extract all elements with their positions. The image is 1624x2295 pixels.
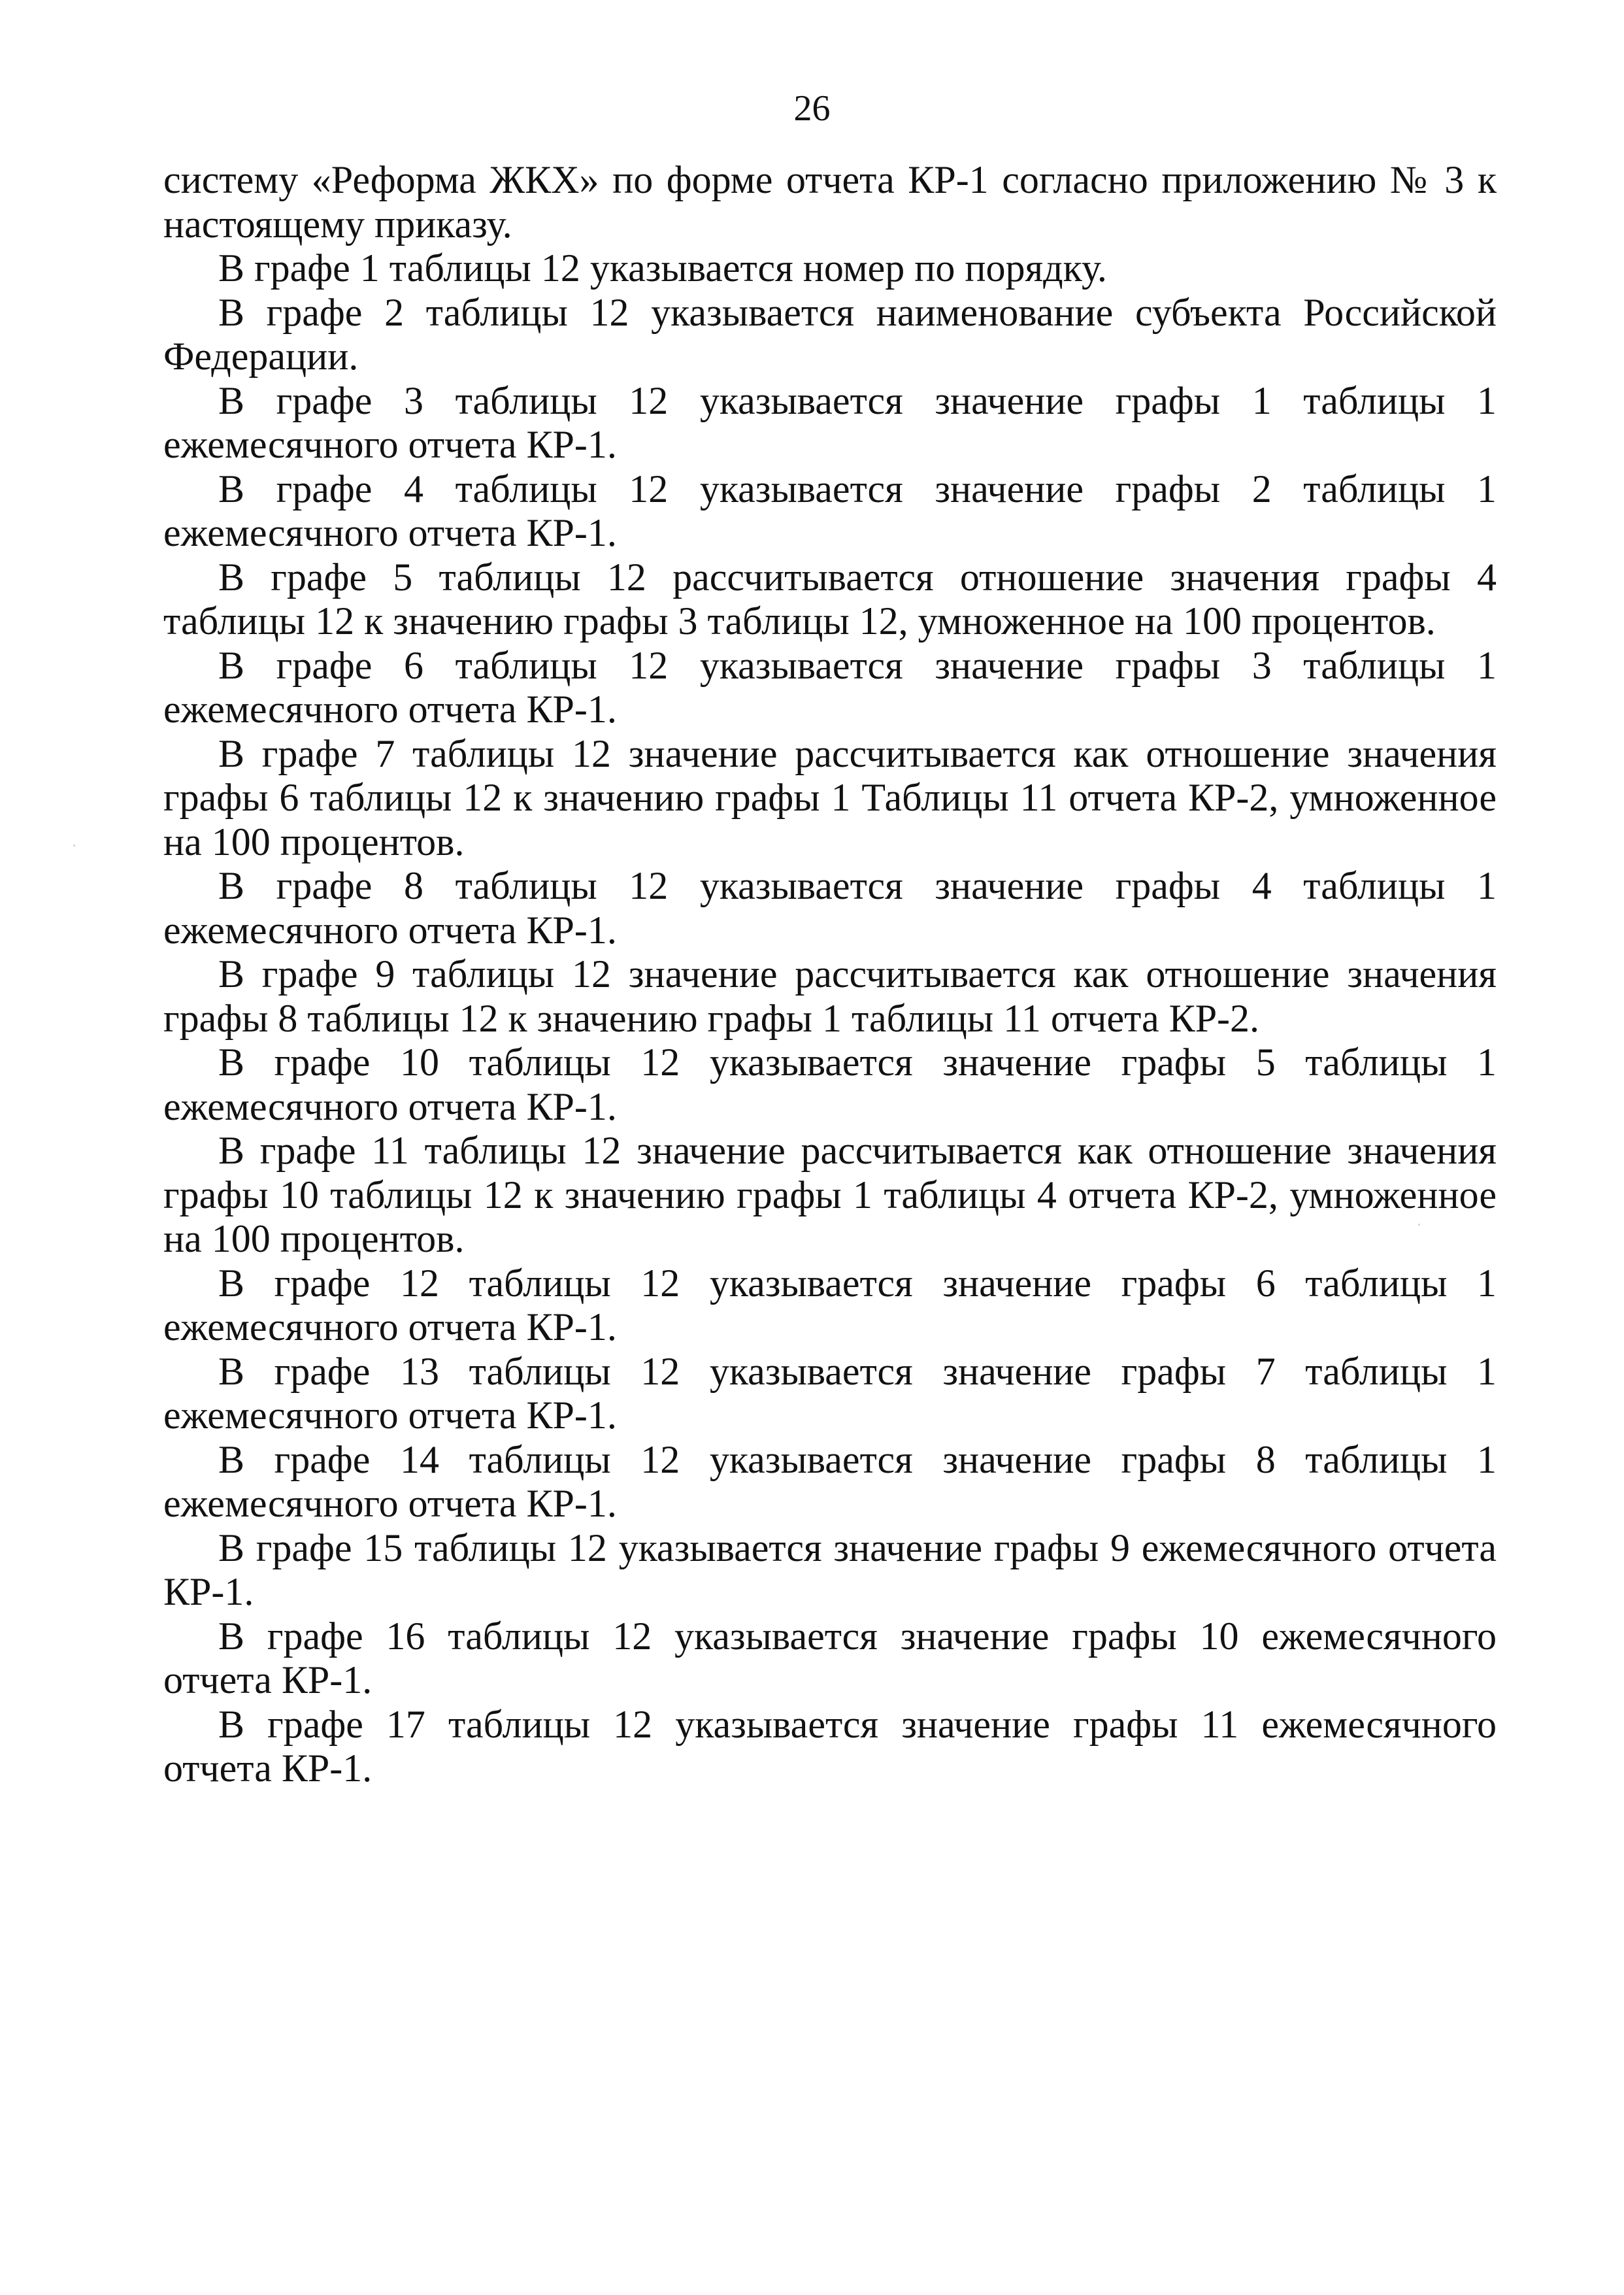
paragraph-column-16: В графе 16 таблицы 12 указывается значение графы 10 ежемесячного отчета КР-1. [163,1614,1497,1701]
scan-artifact [73,845,75,846]
page-number: 26 [793,88,831,129]
document-body [163,158,1497,1791]
paragraph-column-5: В графе 5 таблицы 12 рассчитывается отношение значения графы 4 таблицы 12 к значению графы 3 таблицы 12, умноженное на 100 процентов. [163,555,1497,643]
paragraph-column-10: В графе 10 таблицы 12 указывается значение графы 5 таблицы 1 ежемесячного отчета КР-1. [163,1041,1497,1128]
paragraph-column-11: В графе 11 таблицы 12 значение рассчитывается как отношение значения графы 10 таблицы 12 к значению графы 1 таблицы 4 отчета КР-2, умноженное на 100 процентов. [163,1129,1497,1260]
paragraph-column-7: В графе 7 таблицы 12 значение рассчитывается как отношение значения графы 6 таблицы 12 к значению графы 1 Таблицы 11 отчета КР-2, умноженное на 100 процентов. [163,731,1497,863]
paragraph-column-4: В графе 4 таблицы 12 указывается значение графы 2 таблицы 1 ежемесячного отчета КР-1. [163,467,1497,554]
paragraph-column-3: В графе 3 таблицы 12 указывается значение графы 1 таблицы 1 ежемесячного отчета КР-1. [163,378,1497,466]
scan-artifact [1418,1224,1420,1226]
paragraph-column-12: В графе 12 таблицы 12 указывается значение графы 6 таблицы 1 ежемесячного отчета КР-1. [163,1261,1497,1349]
paragraph-column-1: В графе 1 таблицы 12 указывается номер по порядку. [218,246,1107,290]
paragraph-column-2: В графе 2 таблицы 12 указывается наименование субъекта Российской Федерации. [163,290,1497,378]
paragraph-column-15: В графе 15 таблицы 12 указывается значение графы 9 ежемесячного отчета КР-1. [163,1526,1497,1613]
paragraph-column-9: В графе 9 таблицы 12 значение рассчитывается как отношение значения графы 8 таблицы 12 к значению графы 1 таблицы 11 отчета КР-2. [163,952,1497,1040]
paragraph-continuation: систему «Реформа ЖКХ» по форме отчета КР-1 согласно приложению № 3 к настоящему приказу. [163,158,1497,246]
paragraph-column-17: В графе 17 таблицы 12 указывается значение графы 11 ежемесячного отчета КР-1. [163,1702,1497,1790]
paragraph-column-6: В графе 6 таблицы 12 указывается значение графы 3 таблицы 1 ежемесячного отчета КР-1. [163,643,1497,731]
paragraph-column-13: В графе 13 таблицы 12 указывается значение графы 7 таблицы 1 ежемесячного отчета КР-1. [163,1349,1497,1437]
paragraph-column-14: В графе 14 таблицы 12 указывается значение графы 8 таблицы 1 ежемесячного отчета КР-1. [163,1437,1497,1525]
paragraph-column-8: В графе 8 таблицы 12 указывается значение графы 4 таблицы 1 ежемесячного отчета КР-1. [163,864,1497,952]
